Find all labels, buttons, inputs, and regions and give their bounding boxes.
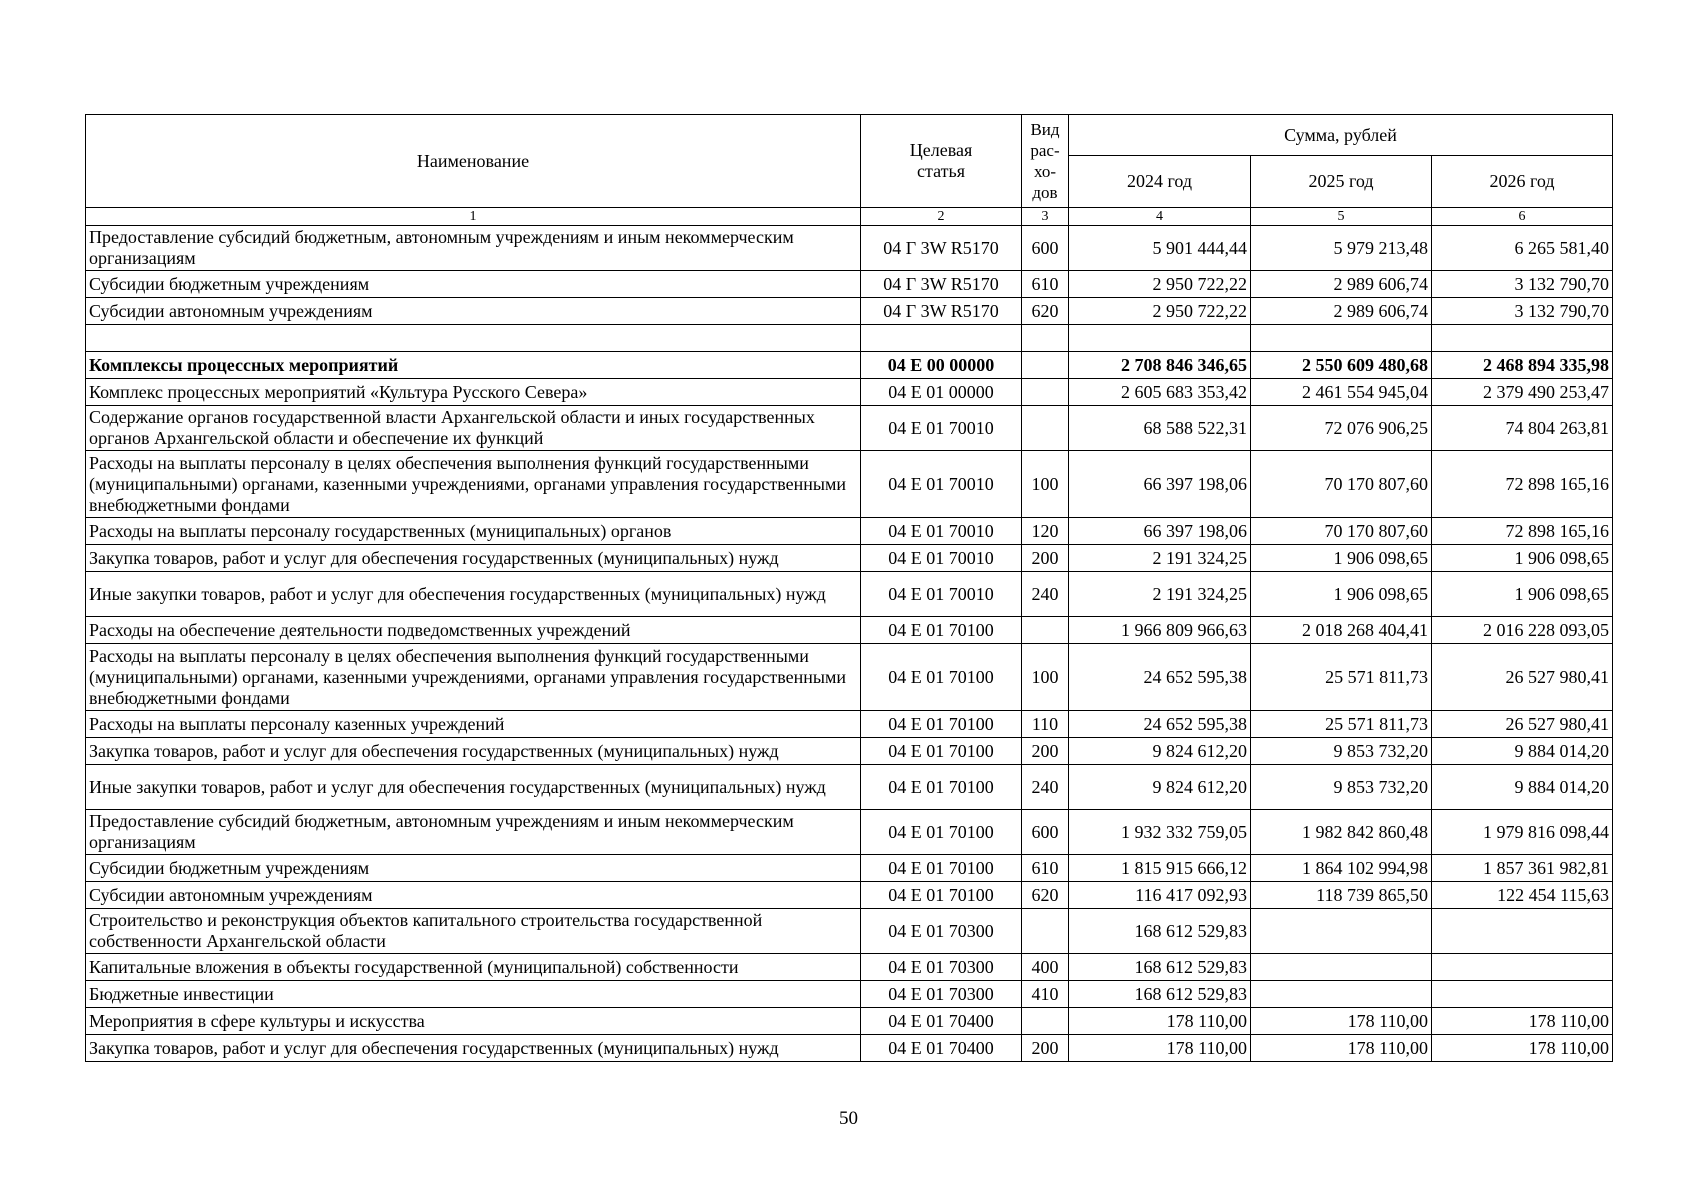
row-sum-2026: 3 132 790,70	[1432, 271, 1613, 298]
row-name: Комплексы процессных мероприятий	[86, 352, 861, 379]
row-target-code: 04 Е 01 70100	[861, 855, 1022, 882]
row-sum-2026: 9 884 014,20	[1432, 738, 1613, 765]
row-expense-kind: 100	[1022, 451, 1069, 518]
row-name: Субсидии бюджетным учреждениям	[86, 855, 861, 882]
row-sum-2026: 2 379 490 253,47	[1432, 379, 1613, 406]
row-sum-2026: 9 884 014,20	[1432, 765, 1613, 810]
row-sum-2025: 2 989 606,74	[1251, 298, 1432, 325]
row-sum-2025: 1 906 098,65	[1251, 545, 1432, 572]
table-row	[86, 325, 1613, 352]
row-expense-kind	[1022, 909, 1069, 954]
row-sum-2025: 2 550 609 480,68	[1251, 352, 1432, 379]
header-kind-line: дов	[1032, 183, 1058, 202]
table-row	[86, 1035, 1613, 1062]
column-number: 5	[1251, 208, 1432, 226]
header-code	[861, 115, 1022, 208]
row-expense-kind: 120	[1022, 518, 1069, 545]
header-name: Наименование	[86, 115, 861, 208]
column-number: 1	[86, 208, 861, 226]
column-number: 6	[1432, 208, 1613, 226]
table-row	[86, 298, 1613, 325]
row-sum-2026: 3 132 790,70	[1432, 298, 1613, 325]
row-target-code: 04 Е 01 00000	[861, 379, 1022, 406]
row-sum-2025: 25 571 811,73	[1251, 711, 1432, 738]
row-name: Субсидии автономным учреждениям	[86, 298, 861, 325]
row-name: Субсидии бюджетным учреждениям	[86, 271, 861, 298]
row-expense-kind	[1022, 1008, 1069, 1035]
row-sum-2025: 5 979 213,48	[1251, 226, 1432, 271]
row-expense-kind: 610	[1022, 271, 1069, 298]
column-number: 3	[1022, 208, 1069, 226]
row-name	[86, 325, 861, 352]
row-name: Бюджетные инвестиции	[86, 981, 861, 1008]
row-sum-2026: 122 454 115,63	[1432, 882, 1613, 909]
row-expense-kind: 610	[1022, 855, 1069, 882]
row-expense-kind: 200	[1022, 738, 1069, 765]
table-row	[86, 981, 1613, 1008]
row-sum-2026: 2 468 894 335,98	[1432, 352, 1613, 379]
row-expense-kind	[1022, 352, 1069, 379]
row-expense-kind: 620	[1022, 298, 1069, 325]
row-sum-2026	[1432, 909, 1613, 954]
row-sum-2025: 9 853 732,20	[1251, 765, 1432, 810]
row-name: Закупка товаров, работ и услуг для обеспечения государственных (муниципальных) нужд	[86, 1035, 861, 1062]
table-row	[86, 379, 1613, 406]
row-target-code: 04 Е 01 70300	[861, 954, 1022, 981]
row-sum-2024: 168 612 529,83	[1069, 909, 1251, 954]
row-target-code: 04 Е 01 70100	[861, 738, 1022, 765]
row-sum-2024: 178 110,00	[1069, 1035, 1251, 1062]
row-sum-2024: 24 652 595,38	[1069, 644, 1251, 711]
row-sum-2024: 116 417 092,93	[1069, 882, 1251, 909]
row-sum-2024: 2 191 324,25	[1069, 572, 1251, 617]
row-name: Расходы на выплаты персоналу казенных учреждений	[86, 711, 861, 738]
table-row	[86, 855, 1613, 882]
row-expense-kind: 410	[1022, 981, 1069, 1008]
table-row	[86, 271, 1613, 298]
row-sum-2025: 72 076 906,25	[1251, 406, 1432, 451]
row-target-code: 04 Е 01 70100	[861, 882, 1022, 909]
row-sum-2024: 9 824 612,20	[1069, 738, 1251, 765]
row-sum-2025: 70 170 807,60	[1251, 451, 1432, 518]
table-row	[86, 572, 1613, 617]
row-sum-2024: 1 966 809 966,63	[1069, 617, 1251, 644]
row-sum-2024: 24 652 595,38	[1069, 711, 1251, 738]
table-body	[86, 226, 1613, 1062]
row-name: Предоставление субсидий бюджетным, автономным учреждениям и иным некоммерческим организациям	[86, 226, 861, 271]
table-row	[86, 909, 1613, 954]
row-target-code: 04 Е 01 70100	[861, 711, 1022, 738]
column-number: 4	[1069, 208, 1251, 226]
row-target-code: 04 Е 01 70300	[861, 981, 1022, 1008]
row-sum-2026: 26 527 980,41	[1432, 644, 1613, 711]
row-expense-kind: 400	[1022, 954, 1069, 981]
row-name: Расходы на выплаты персоналу в целях обеспечения выполнения функций государственными (муниципальными) органами, казенными учреждениями, органами управления государственными внебюджетными фондами	[86, 451, 861, 518]
row-expense-kind: 200	[1022, 1035, 1069, 1062]
row-sum-2025: 70 170 807,60	[1251, 518, 1432, 545]
row-sum-2024: 178 110,00	[1069, 1008, 1251, 1035]
header-kind-line: рас-	[1030, 141, 1060, 160]
row-target-code: 04 Е 00 00000	[861, 352, 1022, 379]
row-sum-2024: 68 588 522,31	[1069, 406, 1251, 451]
row-sum-2024: 2 950 722,22	[1069, 298, 1251, 325]
column-number: 2	[861, 208, 1022, 226]
header-code-label: Целевая статья	[909, 140, 973, 181]
row-name: Расходы на выплаты персоналу государственных (муниципальных) органов	[86, 518, 861, 545]
row-expense-kind: 110	[1022, 711, 1069, 738]
row-sum-2024: 1 932 332 759,05	[1069, 810, 1251, 855]
table-row	[86, 738, 1613, 765]
row-target-code: 04 Е 01 70100	[861, 765, 1022, 810]
row-expense-kind	[1022, 325, 1069, 352]
table-row	[86, 1008, 1613, 1035]
row-name: Содержание органов государственной власти Архангельской области и иных государственных органов Архангельской области и обеспечение их функций	[86, 406, 861, 451]
row-sum-2025	[1251, 325, 1432, 352]
row-name: Расходы на выплаты персоналу в целях обеспечения выполнения функций государственными (муниципальными) органами, казенными учреждениями, органами управления государственными внебюджетными фондами	[86, 644, 861, 711]
row-target-code: 04 Е 01 70100	[861, 617, 1022, 644]
row-name: Мероприятия в сфере культуры и искусства	[86, 1008, 861, 1035]
row-name: Предоставление субсидий бюджетным, автономным учреждениям и иным некоммерческим организациям	[86, 810, 861, 855]
row-sum-2026: 6 265 581,40	[1432, 226, 1613, 271]
row-sum-2024: 1 815 915 666,12	[1069, 855, 1251, 882]
row-expense-kind: 620	[1022, 882, 1069, 909]
row-name: Иные закупки товаров, работ и услуг для обеспечения государственных (муниципальных) нужд	[86, 765, 861, 810]
header-year-2026: 2026 год	[1432, 156, 1613, 208]
table-row	[86, 810, 1613, 855]
row-sum-2026: 26 527 980,41	[1432, 711, 1613, 738]
row-target-code: 04 Г 3W R5170	[861, 298, 1022, 325]
table-row	[86, 545, 1613, 572]
row-sum-2024: 9 824 612,20	[1069, 765, 1251, 810]
row-sum-2024: 168 612 529,83	[1069, 954, 1251, 981]
row-name: Иные закупки товаров, работ и услуг для обеспечения государственных (муниципальных) нужд	[86, 572, 861, 617]
row-sum-2025	[1251, 954, 1432, 981]
row-expense-kind: 600	[1022, 226, 1069, 271]
row-name: Строительство и реконструкция объектов капитального строительства государственной собственности Архангельской области	[86, 909, 861, 954]
row-name: Закупка товаров, работ и услуг для обеспечения государственных (муниципальных) нужд	[86, 545, 861, 572]
row-target-code: 04 Е 01 70100	[861, 644, 1022, 711]
row-sum-2025: 25 571 811,73	[1251, 644, 1432, 711]
row-target-code: 04 Е 01 70300	[861, 909, 1022, 954]
row-sum-2026: 1 857 361 982,81	[1432, 855, 1613, 882]
row-expense-kind: 240	[1022, 765, 1069, 810]
row-sum-2025	[1251, 981, 1432, 1008]
table-row	[86, 711, 1613, 738]
table-header	[86, 115, 1613, 226]
row-sum-2025: 2 989 606,74	[1251, 271, 1432, 298]
row-sum-2026	[1432, 954, 1613, 981]
page-number: 50	[839, 1108, 858, 1129]
row-target-code	[861, 325, 1022, 352]
row-sum-2026	[1432, 325, 1613, 352]
row-sum-2026: 1 979 816 098,44	[1432, 810, 1613, 855]
row-sum-2026	[1432, 981, 1613, 1008]
row-expense-kind: 200	[1022, 545, 1069, 572]
table-row	[86, 617, 1613, 644]
row-target-code: 04 Е 01 70100	[861, 810, 1022, 855]
row-target-code: 04 Е 01 70010	[861, 518, 1022, 545]
row-sum-2024: 2 191 324,25	[1069, 545, 1251, 572]
row-name: Закупка товаров, работ и услуг для обеспечения государственных (муниципальных) нужд	[86, 738, 861, 765]
row-expense-kind: 100	[1022, 644, 1069, 711]
header-kind-line: хо-	[1033, 162, 1056, 181]
row-name: Субсидии автономным учреждениям	[86, 882, 861, 909]
row-sum-2026: 178 110,00	[1432, 1008, 1613, 1035]
row-target-code: 04 Г 3W R5170	[861, 271, 1022, 298]
row-sum-2024: 2 950 722,22	[1069, 271, 1251, 298]
row-sum-2025: 178 110,00	[1251, 1035, 1432, 1062]
row-sum-2025: 1 864 102 994,98	[1251, 855, 1432, 882]
row-sum-2026: 1 906 098,65	[1432, 572, 1613, 617]
row-expense-kind	[1022, 379, 1069, 406]
row-name: Расходы на обеспечение деятельности подведомственных учреждений	[86, 617, 861, 644]
row-target-code: 04 Е 01 70010	[861, 451, 1022, 518]
table-row	[86, 644, 1613, 711]
row-sum-2025: 2 018 268 404,41	[1251, 617, 1432, 644]
table-row	[86, 765, 1613, 810]
row-target-code: 04 Е 01 70010	[861, 572, 1022, 617]
row-expense-kind: 240	[1022, 572, 1069, 617]
header-kind-line: Вид	[1030, 120, 1060, 139]
row-target-code: 04 Е 01 70010	[861, 545, 1022, 572]
row-target-code: 04 Г 3W R5170	[861, 226, 1022, 271]
row-sum-2026: 72 898 165,16	[1432, 451, 1613, 518]
budget-table-container	[85, 114, 1612, 1062]
table-row	[86, 406, 1613, 451]
table-row	[86, 518, 1613, 545]
budget-table	[85, 114, 1613, 1062]
table-row	[86, 352, 1613, 379]
row-target-code: 04 Е 01 70400	[861, 1035, 1022, 1062]
row-sum-2025: 118 739 865,50	[1251, 882, 1432, 909]
row-expense-kind	[1022, 617, 1069, 644]
row-expense-kind	[1022, 406, 1069, 451]
row-expense-kind: 600	[1022, 810, 1069, 855]
row-sum-2024: 66 397 198,06	[1069, 451, 1251, 518]
row-sum-2026: 74 804 263,81	[1432, 406, 1613, 451]
row-sum-2025: 9 853 732,20	[1251, 738, 1432, 765]
row-sum-2024	[1069, 325, 1251, 352]
table-row	[86, 226, 1613, 271]
row-target-code: 04 Е 01 70010	[861, 406, 1022, 451]
row-sum-2026: 2 016 228 093,05	[1432, 617, 1613, 644]
header-sum: Сумма, рублей	[1069, 115, 1613, 156]
table-row	[86, 451, 1613, 518]
row-sum-2024: 168 612 529,83	[1069, 981, 1251, 1008]
header-year-2024: 2024 год	[1069, 156, 1251, 208]
row-sum-2025: 1 982 842 860,48	[1251, 810, 1432, 855]
table-row	[86, 882, 1613, 909]
row-name: Комплекс процессных мероприятий «Культура Русского Севера»	[86, 379, 861, 406]
table-row	[86, 954, 1613, 981]
row-sum-2024: 66 397 198,06	[1069, 518, 1251, 545]
row-sum-2024: 5 901 444,44	[1069, 226, 1251, 271]
row-sum-2025: 2 461 554 945,04	[1251, 379, 1432, 406]
row-sum-2025	[1251, 909, 1432, 954]
row-sum-2026: 72 898 165,16	[1432, 518, 1613, 545]
row-target-code: 04 Е 01 70400	[861, 1008, 1022, 1035]
header-kind	[1022, 115, 1069, 208]
row-sum-2025: 1 906 098,65	[1251, 572, 1432, 617]
row-sum-2026: 1 906 098,65	[1432, 545, 1613, 572]
row-sum-2026: 178 110,00	[1432, 1035, 1613, 1062]
row-sum-2025: 178 110,00	[1251, 1008, 1432, 1035]
row-sum-2024: 2 708 846 346,65	[1069, 352, 1251, 379]
row-sum-2024: 2 605 683 353,42	[1069, 379, 1251, 406]
row-name: Капитальные вложения в объекты государственной (муниципальной) собственности	[86, 954, 861, 981]
header-year-2025: 2025 год	[1251, 156, 1432, 208]
